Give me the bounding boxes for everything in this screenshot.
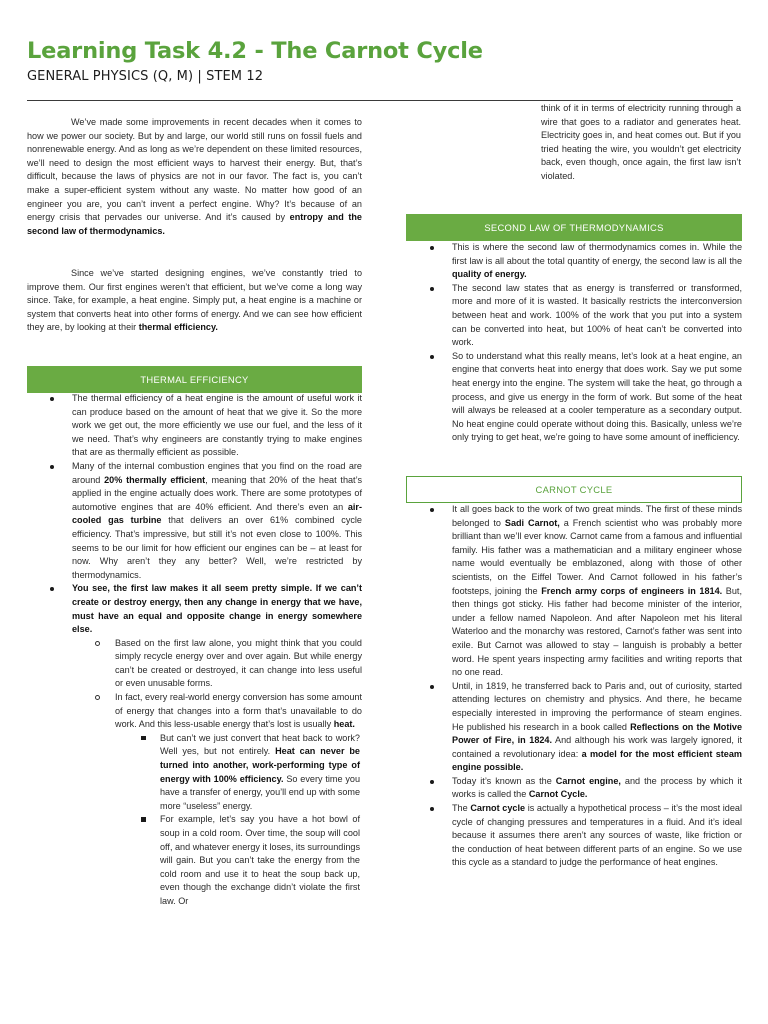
- intro-bold-thermal-efficiency: thermal efficiency.: [138, 322, 218, 333]
- page-title: Learning Task 4.2 - The Carnot Cycle: [27, 38, 483, 64]
- second-law-list: [452, 241, 742, 445]
- list-item: The second law states that as energy is transferred or transformed, more and more of it is wasted. It basically restricts the interconversion between heat and work. 100% of the work that you put into a system can be converted into heat, but 100% of heat can’t be converted into work.: [452, 282, 742, 350]
- list-item: But can’t we just convert that heat back to work? Well yes, but not entirely. Heat can never be turned into another, work-performing type of energy with 100% efficiency. So every time you have a transfer of energy, you’ll end up with some more “useless” energy.: [160, 732, 360, 814]
- intro-paragraph-2: Since we’ve started designing engines, we’ve constantly tried to improve them. Our first engines weren’t that efficient, but we’ve come a long way since. Take, for example, a heat engine. Simply put, a heat engine is a machine or system that converts heat into other forms of energy. And we can see how efficient they are, by looking at their thermal efficiency.: [27, 268, 362, 333]
- list-item: So to understand what this really means, let’s look at a heat engine, an engine that converts heat into energy that does work. Say we put some heat energy into the engine. The system will take the heat, go through a process, and give us energy in the form of work. But some of the heat will always be released at a cooler temperature as a secondary output. No heat engine could operate without doing this. Basically, unless we’re only trying to get heat, we’re going to have some amount of inefficiency.: [452, 350, 742, 445]
- list-item: This is where the second law of thermodynamics comes in. While the first law is all about the total quantity of energy, the second law is all the quality of energy.: [452, 241, 742, 282]
- list-item: The thermal efficiency of a heat engine is the amount of useful work it can produce based on the amount of heat that we give it. So the more work we get out, the more efficiently we use our fuel, and the less of it we need. That’s why engineers are constantly trying to make engines that are as thermally efficient as possible.: [72, 392, 362, 460]
- list-item: It all goes back to the work of two great minds. The first of these minds belonged to Sadi Carnot, a French scientist who was probably more brilliant than we’ll ever know. Carnot came from a famous and influential family. His father was a mathematician and a military engineer whose name would eventually be emblazoned, along with those of other scientists, on the Eiffel Tower. And Carnot followed in his father’s footsteps, joining the French army corps of engineers in 1814. But, then things got sticky. His father had become minister of the interior, under a fellow named Napoleon. And after Napoleon met his literal Waterloo and the monarchy was restored, Carnot’s father was sent into exile. But Carnot was allowed to stay – languish is probably a better word. He spent years inspecting army facilities and writing reports that no one read.: [452, 503, 742, 680]
- list-item: You see, the first law makes it all seem pretty simple. If we can’t create or destroy energy, then any change in energy that we have, must have an equal and opposite change in energy somewhere else. Based on the first law alone, you might think that you could simply recycle energy over and over again. But while energy can’t be created or destroyed, it can change into less useful or even unusable forms. In fact, every real-world energy conversion has some amount of energy that changes into a form that’s unavailable to do work. And this less-usable energy that’s lost is usually heat. But can’t we just convert that heat back to work? Well yes, but not entirely. Heat can never be turned into another, work-performing type of energy with 100% efficiency. So every time you have a transfer of energy, you’ll end up with some more “useless” energy. For example, let’s say you have a hot bowl of soup in a cold room. Over time, the soup will cool off, and whatever energy it loses, its surroundings will gain. But you can’t take the energy from the cold room and use it to heat the soup back up, even though the exchange didn’t violate the first law. Or: [72, 582, 362, 908]
- carnot-cycle-list: [452, 503, 742, 870]
- intro-bold-entropy: entropy and the second law of thermodynamics.: [27, 212, 362, 236]
- list-item: Until, in 1819, he transferred back to Paris and, out of curiosity, started attending lectures on chemistry and physics. And there, he became especially interested in improving the performance of steam engines. He published his research in a book called Reflections on the Motive Power of Fire, in 1824. And although his work was largely ignored, it contained a revolutionary idea: a model for the most efficient steam engine possible.: [452, 680, 742, 775]
- header-divider: [27, 100, 733, 101]
- section-heading-thermal-efficiency: THERMAL EFFICIENCY: [27, 366, 362, 393]
- section-heading-carnot-cycle: CARNOT CYCLE: [406, 476, 742, 503]
- intro-paragraph-1: We’ve made some improvements in recent decades when it comes to how we power our society. But by and large, our world still runs on fossil fuels and nonrenewable energy. And as long as we’re dependent on these limited resources, we’ll need to design the most efficient ways to harvest their energy. But, that’s difficult, because the laws of physics are not in our favor. The fact is, you can’t make a super-efficient system without any waste. No matter how good of an engineer you are, you can’t invent a perfect engine. Why? It’s because of an energy crisis that pervades our universe. And it’s caused by entropy and the second law of thermodynamics.: [27, 117, 362, 236]
- thermal-efficiency-list: [72, 392, 362, 909]
- list-item: For example, let’s say you have a hot bowl of soup in a cold room. Over time, the soup will cool off, and whatever energy it loses, its surroundings will gain. But you can’t take the energy from the cold room and use it to heat the soup back up, even though the exchange didn’t violate the first law. Or: [160, 813, 360, 908]
- list-item: Based on the first law alone, you might think that you could simply recycle energy over and over again. But while energy can’t be created or destroyed, it can change into less useful or even unusable forms.: [115, 637, 362, 691]
- list-item: In fact, every real-world energy conversion has some amount of energy that changes into a form that’s unavailable to do work. And this less-usable energy that’s lost is usually heat. But can’t we just convert that heat back to work? Well yes, but not entirely. Heat can never be turned into another, work-performing type of energy with 100% efficiency. So every time you have a transfer of energy, you’ll end up with some more “useless” energy. For example, let’s say you have a hot bowl of soup in a cold room. Over time, the soup will cool off, and whatever energy it loses, its surroundings will gain. But you can’t take the energy from the cold room and use it to heat the soup back up, even though the exchange didn’t violate the first law. Or: [115, 691, 362, 909]
- list-item: Many of the internal combustion engines that you find on the road are around 20% thermally efficient, meaning that 20% of the heat that’s applied in the engine actually does work. There are some prototypes of automotive engines that are 40% efficient. And there’s even an air-cooled gas turbine that delivers an over 61% combined cycle efficiency. That’s impressive, but still it’s not even close to 100%. This seems to be our limit for how efficient our engines can be – at least for now. Why aren’t they any better? Well, we’re restricted by thermodynamics.: [72, 460, 362, 582]
- section-heading-second-law: SECOND LAW OF THERMODYNAMICS: [406, 214, 742, 241]
- list-item-continuation: think of it in terms of electricity running through a wire that goes to a radiator and generates heat. Electricity goes in, and heat comes out. But if you tried heating the wire, you wouldn’t get electricity back, even though, once again, the first law isn’t violated.: [541, 103, 741, 181]
- heat-sublist: [160, 732, 360, 909]
- list-item: The Carnot cycle is actually a hypothetical process – it’s the most ideal cycle of changing pressures and temperatures in a fluid. And it’s ideal because it assumes there aren’t any sources of waste, like friction or the conduction of heat between different parts of an engine. So we use this cycle as a standard to judge the performance of heat engines.: [452, 802, 742, 870]
- page-subtitle: GENERAL PHYSICS (Q, M) | STEM 12: [27, 69, 264, 84]
- list-item: Today it’s known as the Carnot engine, and the process by which it works is called the Carnot Cycle.: [452, 775, 742, 802]
- first-law-sublist: [115, 637, 362, 909]
